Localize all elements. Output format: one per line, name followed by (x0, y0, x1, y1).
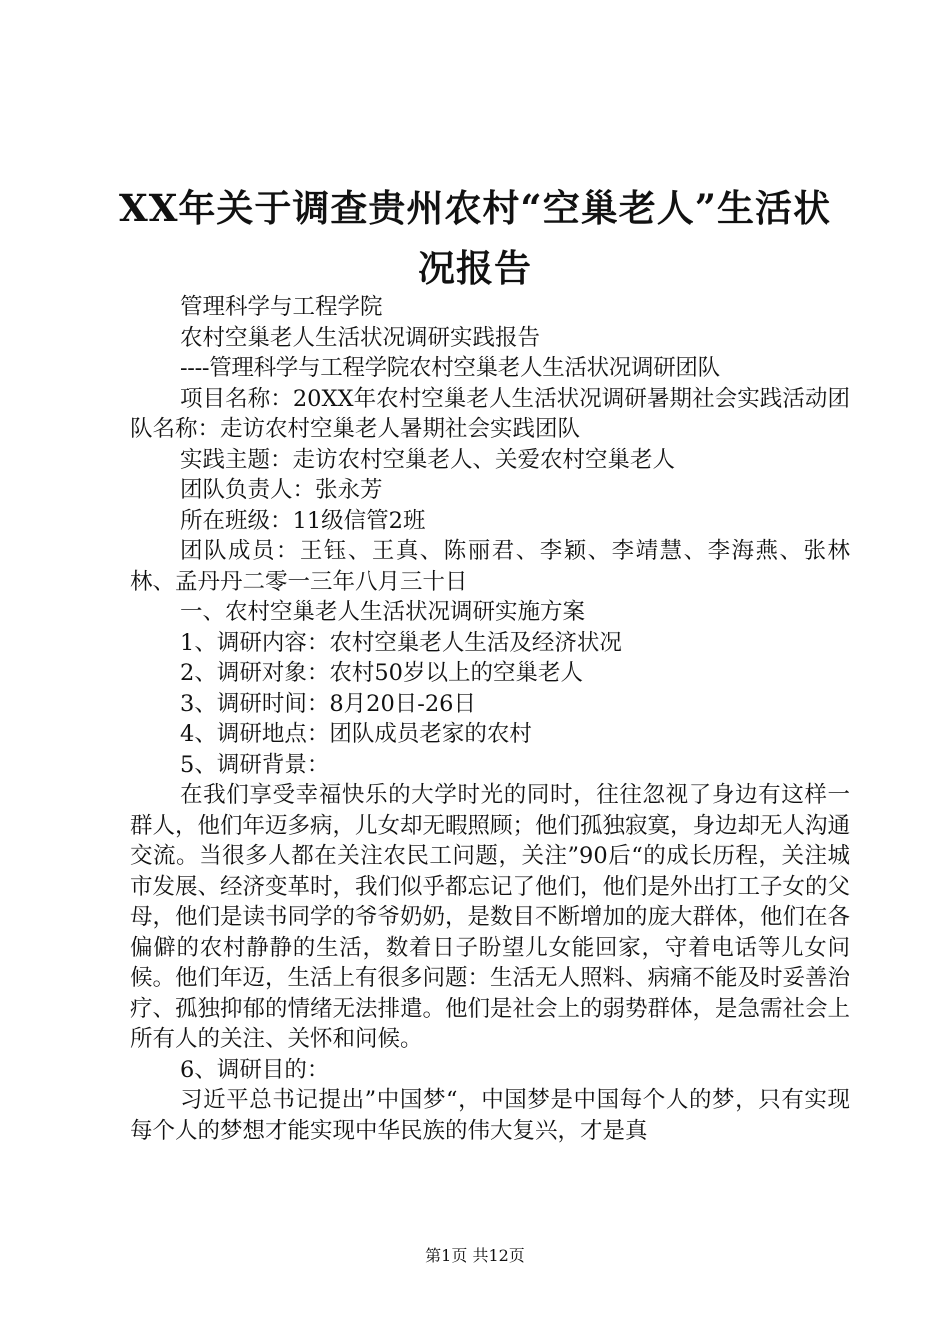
purpose-heading: 6、调研目的： (180, 1056, 330, 1083)
section-item-content: 1、调研内容：农村空巢老人生活及经济状况 (180, 629, 622, 656)
section-heading-plan: 一、农村空巢老人生活状况调研实施方案 (180, 599, 586, 625)
info-line-class: 所在班级：11级信管2班 (180, 507, 426, 534)
background-paragraph: 在我们享受幸福快乐的大学时光的同时，往往忽视了身边有这样一群人，他们年迈多病，儿女却无暇照顾；他们孤独寂寞，身边却无人沟通交流。当很多人都在关注农民工问题，关注”90后“的成长历程，关注城市发展、经济变革时，我们似乎都忘记了他们，他们是外出打工子女的父母，他们是读书同学的爷爷奶奶，是数目不断增加的庞大群体，他们在各偏僻的农村静静的生活，数着日子盼望儿女能回家，守着电话等儿女问候。他们年迈，生活上有很多问题：生活无人照料、病痛不能及时妥善治疗、孤独抑郁的情绪无法排遣。他们是社会上的弱势群体，是急需社会上所有人的关注、关怀和问候。 (130, 782, 851, 1052)
header-line-college: 管理科学与工程学院 (180, 294, 383, 320)
document-title-line-1: XX年关于调查贵州农村“空巢老人”生活状 (119, 186, 831, 230)
document-body (130, 292, 850, 1146)
project-line: 项目名称：20XX年农村空巢老人生活状况调研暑期社会实践活动团队名称：走访农村空巢老人暑期社会实践团队 (130, 385, 850, 442)
members-line: 团队成员：王钰、王真、陈丽君、李颖、李靖慧、李海燕、张林林、孟丹丹二零一三年八月三十日 (130, 538, 850, 595)
info-line-leader: 团队负责人：张永芳 (180, 477, 383, 503)
document-title-line-2: 况报告 (418, 246, 532, 290)
header-line-report-name: 农村空巢老人生活状况调研实践报告 (180, 324, 541, 351)
section-item-time: 3、调研时间：8月20日-26日 (180, 690, 476, 717)
page-footer: 第1页 共12页 (425, 1246, 525, 1265)
section-item-background: 5、调研背景： (180, 751, 330, 778)
section-item-subjects: 2、调研对象：农村50岁以上的空巢老人 (180, 660, 583, 686)
section-item-location: 4、调研地点：团队成员老家的农村 (180, 721, 532, 747)
header-line-team: ----管理科学与工程学院农村空巢老人生活状况调研团队 (180, 355, 720, 381)
info-line-theme: 实践主题：走访农村空巢老人、关爱农村空巢老人 (180, 446, 676, 473)
purpose-paragraph: 习近平总书记提出”中国梦“，中国梦是中国每个人的梦，只有实现每个人的梦想才能实现中华民族的伟大复兴，才是真 (130, 1087, 850, 1144)
